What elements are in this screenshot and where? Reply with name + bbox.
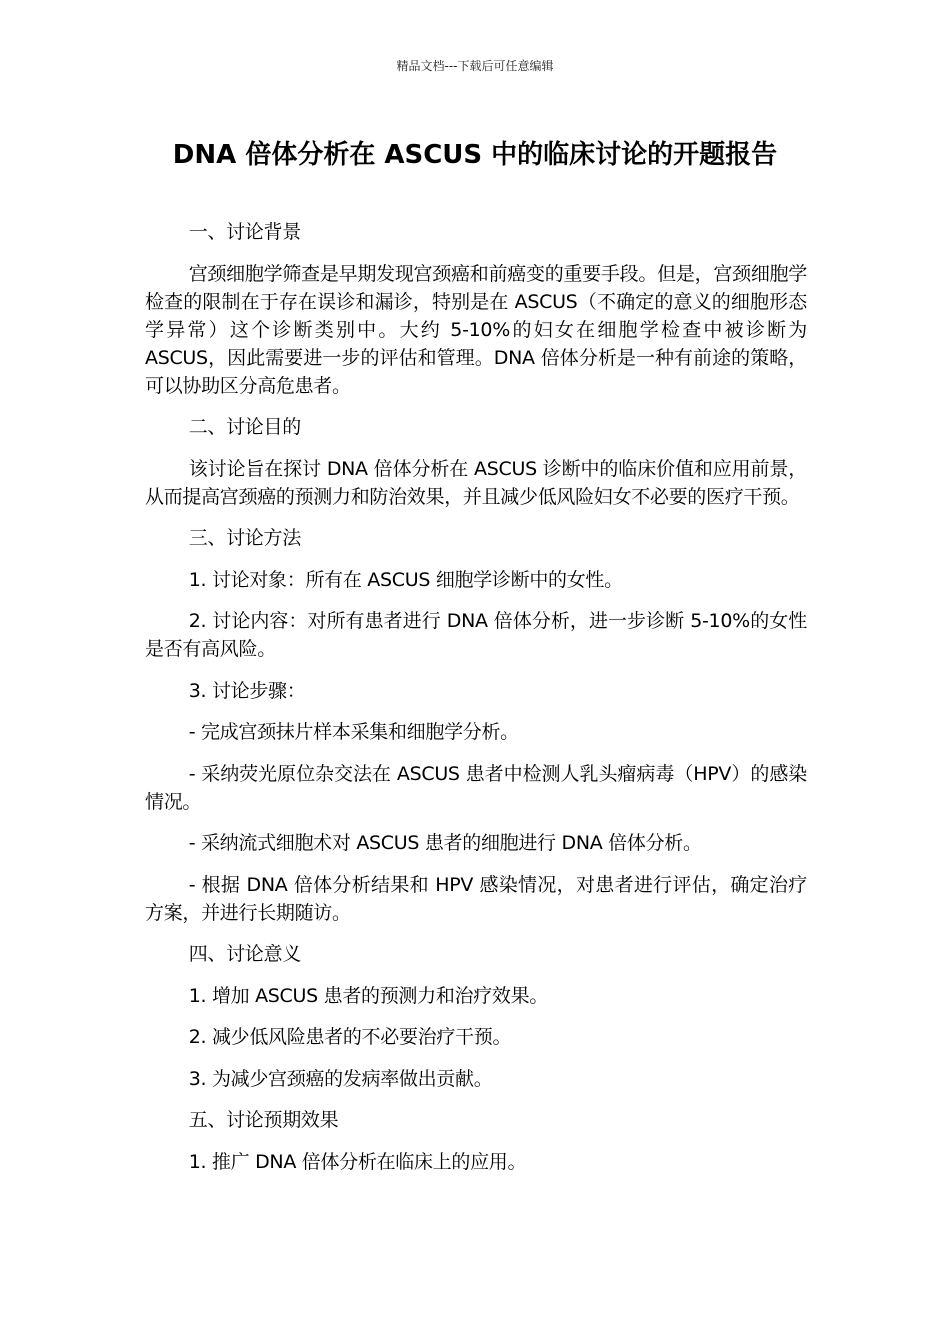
list-item-subjects: 1. 讨论对象：所有在 ASCUS 细胞学诊断中的女性。: [188, 568, 623, 591]
list-item-significance-3: 3. 为减少宫颈癌的发病率做出贡献。: [188, 1067, 493, 1090]
list-item-content: 2. 讨论内容：对所有患者进行 DNA 倍体分析，进一步诊断 5-10%的女性是否有高风险。: [145, 610, 807, 660]
list-item-steps: 3. 讨论步骤：: [188, 679, 306, 702]
step-item-evaluation: - 根据 DNA 倍体分析结果和 HPV 感染情况，对患者进行评估，确定治疗方案，并进行长期随访。: [145, 873, 807, 924]
step-item-sampling: - 完成宫颈抹片样本采集和细胞学分析。: [188, 721, 519, 743]
section-heading-purpose: 二、讨论目的: [188, 416, 301, 438]
section-heading-significance: 四、讨论意义: [188, 943, 301, 965]
paragraph-background: 宫颈细胞学筛查是早期发现宫颈癌和前癌变的重要手段。但是，宫颈细胞学检查的限制在于存在误诊和漏诊，特别是在 ASCUS（不确定的意义的细胞形态学异常）这个诊断类别中。大约 5-10%的妇女在细胞学检查中被诊断为 ASCUS，因此需要进一步的评估和管理。DNA 倍体分析是一种有前途的策略，可以协助区分高危患者。: [145, 262, 807, 397]
list-item-significance-2: 2. 减少低风险患者的不必要治疗干预。: [188, 1026, 512, 1048]
section-heading-methods: 三、讨论方法: [188, 527, 301, 549]
document-body: [145, 218, 807, 1189]
header-note: 精品文档---下载后可任意编辑: [396, 59, 554, 73]
step-item-hpv-detection: - 采纳荧光原位杂交法在 ASCUS 患者中检测人乳头瘤病毒（HPV）的感染情况。: [145, 762, 807, 813]
list-item-expected-1: 1. 推广 DNA 倍体分析在临床上的应用。: [188, 1150, 527, 1173]
list-item-significance-1: 1. 增加 ASCUS 患者的预测力和治疗效果。: [188, 984, 549, 1007]
step-item-flow-cytometry: - 采纳流式细胞术对 ASCUS 患者的细胞进行 DNA 倍体分析。: [188, 832, 702, 854]
section-heading-expected-effect: 五、讨论预期效果: [188, 1109, 339, 1131]
paragraph-purpose: 该讨论旨在探讨 DNA 倍体分析在 ASCUS 诊断中的临床价值和应用前景，从而提高宫颈癌的预测力和防治效果，并且减少低风险妇女不必要的医疗干预。: [145, 457, 807, 508]
section-heading-background: 一、讨论背景: [188, 221, 301, 243]
document-title: DNA 倍体分析在 ASCUS 中的临床讨论的开题报告: [172, 140, 778, 170]
